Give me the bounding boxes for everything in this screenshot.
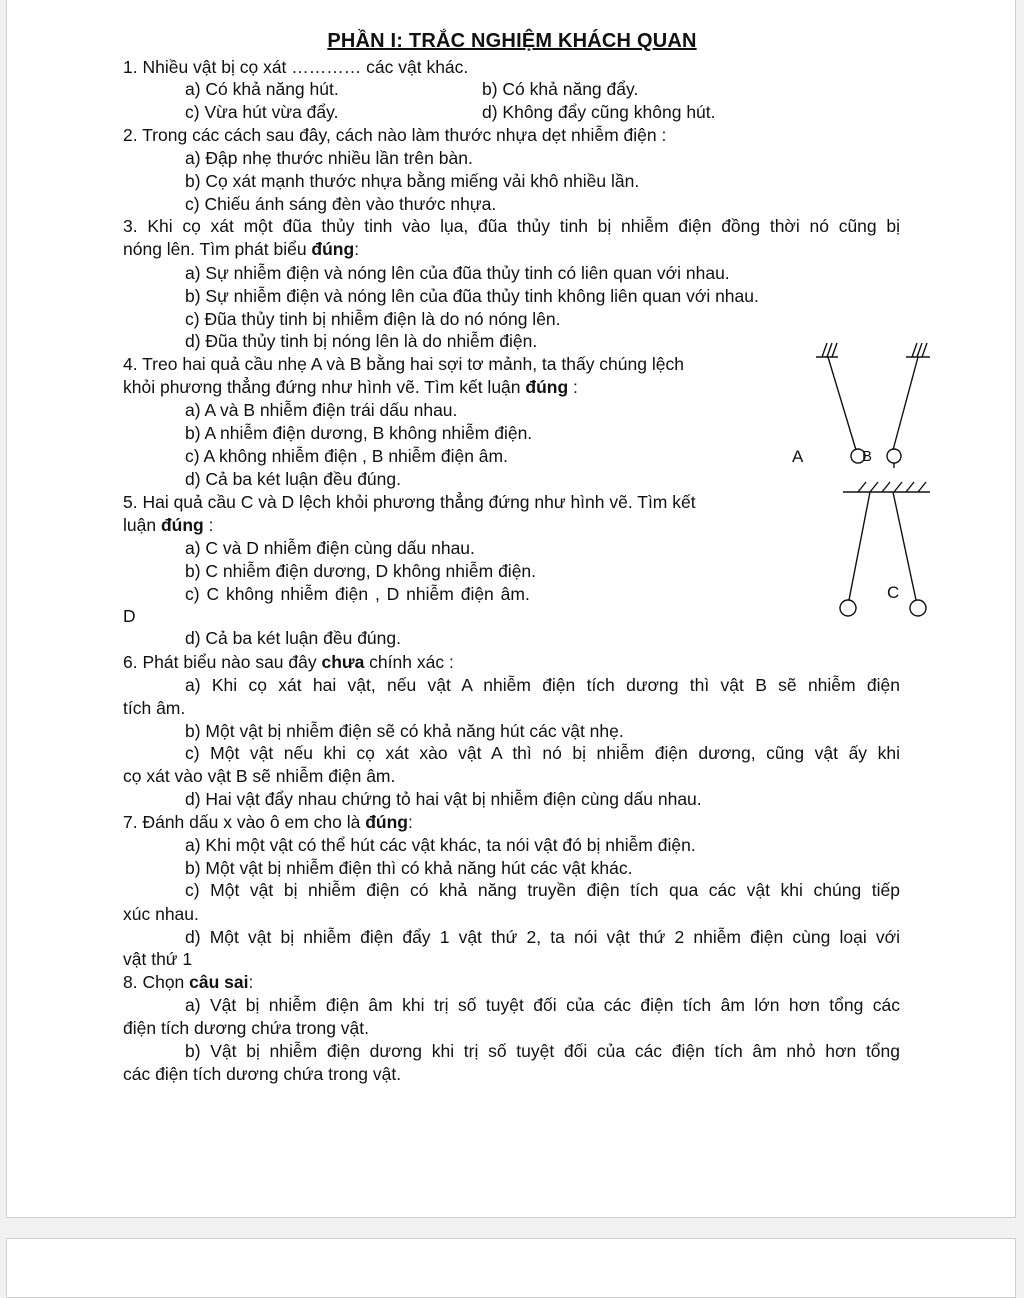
- q6-option-a-line1: a) Khi cọ xát hai vật, nếu vật A nhiễm điện tích dương thì vật B sẽ nhiễm điện: [185, 675, 900, 695]
- q4-option-d: d) Cả ba két luận đều đúng.: [185, 469, 401, 489]
- q7-option-d-line1: d) Một vật bị nhiễm điện đẩy 1 vật thứ 2, ta nói vật thứ 2 nhiễm điện cùng loại với: [185, 927, 900, 947]
- q5-option-b: b) C nhiễm điện dương, D không nhiễm điện.: [185, 561, 537, 581]
- q7-option-c-line1: c) Một vật bị nhiễm điện có khả năng truyền điện tích qua các vật khi chúng tiếp: [185, 880, 900, 900]
- fig4-label-b: B: [862, 448, 873, 465]
- fig5-sphere-d: [910, 600, 926, 616]
- q1-option-d: d) Không đẩy cũng không hút.: [482, 102, 716, 122]
- q5-stem-line2: luận đúng :: [123, 515, 214, 535]
- fig4-label-a: A: [792, 447, 804, 466]
- fig5-support: [843, 482, 930, 492]
- q5-option-a: a) C và D nhiễm điện cùng dấu nhau.: [185, 538, 475, 558]
- q1-option-c: c) Vừa hút vừa đẩy.: [185, 102, 339, 122]
- q7-stem: 7. Đánh dấu x vào ô em cho là đúng:: [123, 812, 413, 832]
- q5-option-d: d) Cả ba két luận đều đúng.: [185, 628, 401, 648]
- q4-stem-line1: 4. Treo hai quả cầu nhẹ A và B bằng hai sợi tơ mảnh, ta thấy chúng lệch: [123, 354, 684, 374]
- q4-option-b: b) A nhiễm điện dương, B không nhiễm điện.: [185, 423, 533, 443]
- q8-option-a-line2: điện tích dương chứa trong vật.: [123, 1018, 370, 1038]
- q6-option-b: b) Một vật bị nhiễm điện sẽ có khả năng hút các vật nhẹ.: [185, 721, 624, 741]
- fig4-right-support: [906, 343, 930, 357]
- q1-option-a: a) Có khả năng hút.: [185, 79, 339, 99]
- fig5-sphere-c: [840, 600, 856, 616]
- q3-stem-line2: nóng lên. Tìm phát biểu đúng:: [123, 239, 360, 259]
- q8-stem: 8. Chọn câu sai:: [123, 972, 254, 992]
- section-title: PHẦN I: TRẮC NGHIỆM KHÁCH QUAN: [327, 30, 697, 52]
- q8-option-a-line1: a) Vật bị nhiễm điện âm khi trị số tuyệt đối của các điện tích âm lớn hơn tổng các: [185, 995, 900, 1015]
- q3-option-d: d) Đũa thủy tinh bị nóng lên là do nhiễm điện.: [185, 331, 538, 351]
- q2-option-b: b) Cọ xát mạnh thước nhựa bằng miếng vải khô nhiều lần.: [185, 171, 640, 191]
- fig4-thread-b: [893, 357, 918, 450]
- fig5-thread-c: [849, 492, 870, 600]
- q1-option-b: b) Có khả năng đẩy.: [482, 79, 639, 99]
- q7-option-b: b) Một vật bị nhiễm điện thì có khả năng hút các vật khác.: [185, 858, 633, 878]
- q3-option-b: b) Sự nhiễm điện và nóng lên của đũa thủy tinh không liên quan với nhau.: [185, 286, 759, 306]
- q1-stem: 1. Nhiều vật bị cọ xát ………… các vật khác.: [123, 57, 469, 77]
- fig4-left-support: [816, 343, 838, 357]
- q3-option-c: c) Đũa thủy tinh bị nhiễm điện là do nó nóng lên.: [185, 309, 561, 329]
- q2-stem: 2. Trong các cách sau đây, cách nào làm thước nhựa dẹt nhiễm điện :: [123, 125, 667, 145]
- fig4-thread-a: [828, 357, 856, 450]
- q2-option-a: a) Đập nhẹ thước nhiều lần trên bàn.: [185, 148, 473, 168]
- q5-stray-label-d: D: [123, 606, 136, 626]
- q4-option-a: a) A và B nhiễm điện trái dấu nhau.: [185, 400, 458, 420]
- q5-stem-line1: 5. Hai quả cầu C và D lệch khỏi phương thẳng đứng như hình vẽ. Tìm kết: [123, 492, 696, 512]
- fig4-sphere-b: [887, 449, 901, 463]
- q3-stem-line1: 3. Khi cọ xát một đũa thủy tinh vào lụa, đũa thủy tinh bị nhiễm điện đồng thời nó cũng bị: [123, 216, 900, 236]
- q6-option-c-line1: c) Một vật nếu khi cọ xát xào vật A thì nó bị nhiễm điện dương, cũng vật ấy khi: [185, 743, 900, 763]
- q8-option-b-line2: các điện tích dương chứa trong vật.: [123, 1064, 402, 1084]
- q6-option-a-line2: tích âm.: [123, 698, 186, 718]
- fig5-label-c: C: [887, 583, 900, 602]
- q4-stem-line2: khỏi phương thẳng đứng như hình vẽ. Tìm kết luận đúng :: [123, 377, 578, 397]
- q7-option-d-line2: vật thứ 1: [123, 949, 193, 969]
- q5-option-c: c) C không nhiễm điện , D nhiễm điện âm.: [185, 584, 530, 604]
- q8-option-b-line1: b) Vật bị nhiễm điện dương khi trị số tuyệt đối của các điện tích âm nhỏ hơn tổng: [185, 1041, 900, 1061]
- q4-option-c: c) A không nhiễm điện , B nhiễm điện âm.: [185, 446, 508, 466]
- q2-option-c: c) Chiếu ánh sáng đèn vào thước nhựa.: [185, 194, 497, 214]
- q6-option-c-line2: cọ xát vào vật B sẽ nhiễm điện âm.: [123, 766, 396, 786]
- q6-stem: 6. Phát biểu nào sau đây chưa chính xác :: [123, 652, 454, 672]
- q7-option-a: a) Khi một vật có thể hút các vật khác, ta nói vật đó bị nhiễm điện.: [185, 835, 696, 855]
- q6-option-d: d) Hai vật đẩy nhau chứng tỏ hai vật bị nhiễm điện cùng dấu nhau.: [185, 789, 702, 809]
- q3-option-a: a) Sự nhiễm điện và nóng lên của đũa thủy tinh có liên quan với nhau.: [185, 263, 730, 283]
- q7-option-c-line2: xúc nhau.: [123, 904, 199, 924]
